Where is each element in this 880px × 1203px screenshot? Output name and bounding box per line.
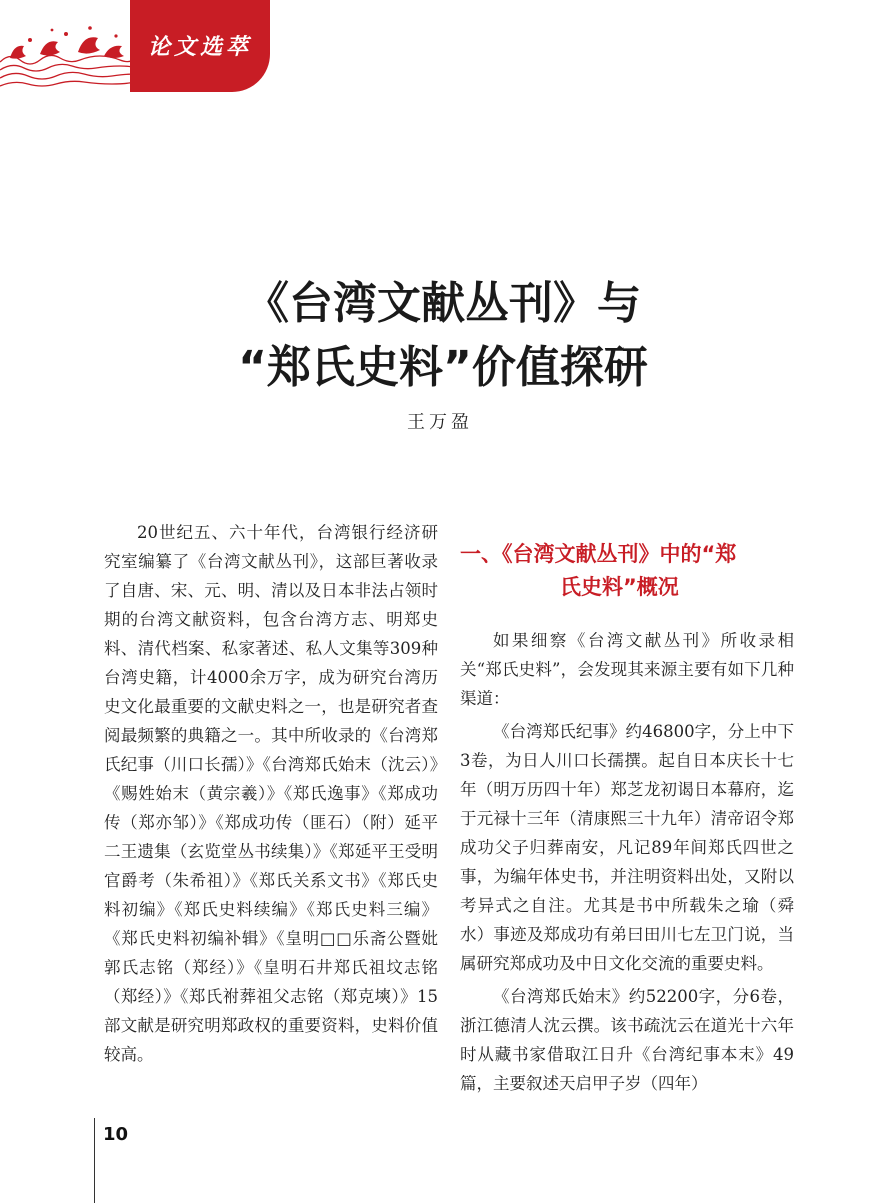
section-heading-line-2: 氏史料”概况 bbox=[560, 575, 679, 599]
right-column bbox=[460, 538, 794, 1102]
article-title bbox=[0, 272, 880, 400]
body-paragraph-2: 《台湾郑氏纪事》约46800字，分上中下3卷，为日人川口长孺撰。起自日本庆长十七年（明万历四十年）郑芝龙初谒日本幕府，迄于元禄十三年（清康熙三十九年）清帝诏令郑成功父子归葬南安，凡记89年间郑氏四世之事，为编年体史书，并注明资料出处，又附以考异式之自注。尤其是书中所载朱之瑜（舜水）事迹及郑成功有弟曰田川七左卫门说，当属研究郑成功及中日文化交流的重要史料。 bbox=[460, 722, 794, 973]
section-heading-line-1: 一、《台湾文献丛刊》中的“郑 bbox=[460, 542, 737, 566]
author-name: 王万盈 bbox=[407, 412, 473, 433]
body-paragraph-1: 如果细察《台湾文献丛刊》所收录相关“郑氏史料”，会发现其来源主要有如下几种渠道： bbox=[460, 631, 794, 708]
section-tag-banner bbox=[130, 0, 270, 92]
page-number-divider bbox=[94, 1118, 95, 1203]
section-heading bbox=[460, 538, 794, 604]
page-number: 10 bbox=[103, 1124, 129, 1145]
wave-ornament-icon bbox=[0, 0, 135, 92]
body-paragraph-3: 《台湾郑氏始末》约52200字，分6卷，浙江德清人沈云撰。该书疏沈云在道光十六年时从藏书家借取江日升《台湾纪事本末》49篇，主要叙述天启甲子岁（四年） bbox=[460, 987, 794, 1093]
intro-paragraph: 20世纪五、六十年代，台湾银行经济研究室编纂了《台湾文献丛刊》，这部巨著收录了自唐、宋、元、明、清以及日本非法占领时期的台湾文献资料，包含台湾方志、明郑史料、清代档案、私家著述、私人文集等309种台湾史籍，计4000余万字，成为研究台湾历史文化最重要的文献史料之一，也是研究者查阅最频繁的典籍之一。其中所收录的《台湾郑氏纪事（川口长孺）》《台湾郑氏始末（沈云）》《赐姓始末（黄宗羲）》《郑氏逸事》《郑成功传（郑亦邹）》《郑成功传（匪石）（附）延平二王遗集（玄览堂丛书续集）》《郑延平王受明官爵考（朱希祖）》《郑氏关系文书》《郑氏史料初编》《郑氏史料续编》《郑氏史料三编》《郑氏史料初编补辑》《皇明□□乐斋公暨妣郭氏志铭（郑经）》《皇明石井郑氏祖坟志铭（郑经）》《郑氏祔葬祖父志铭（郑克塽）》15部文献是研究明郑政权的重要资料，史料价值较高。 bbox=[104, 523, 438, 1064]
section-tag-label: 论文选萃 bbox=[148, 35, 253, 60]
title-line-2: “郑氏史料”价值探研 bbox=[238, 342, 648, 393]
left-column bbox=[104, 518, 438, 1073]
title-line-1: 《台湾文献丛刊》与 bbox=[245, 278, 641, 329]
